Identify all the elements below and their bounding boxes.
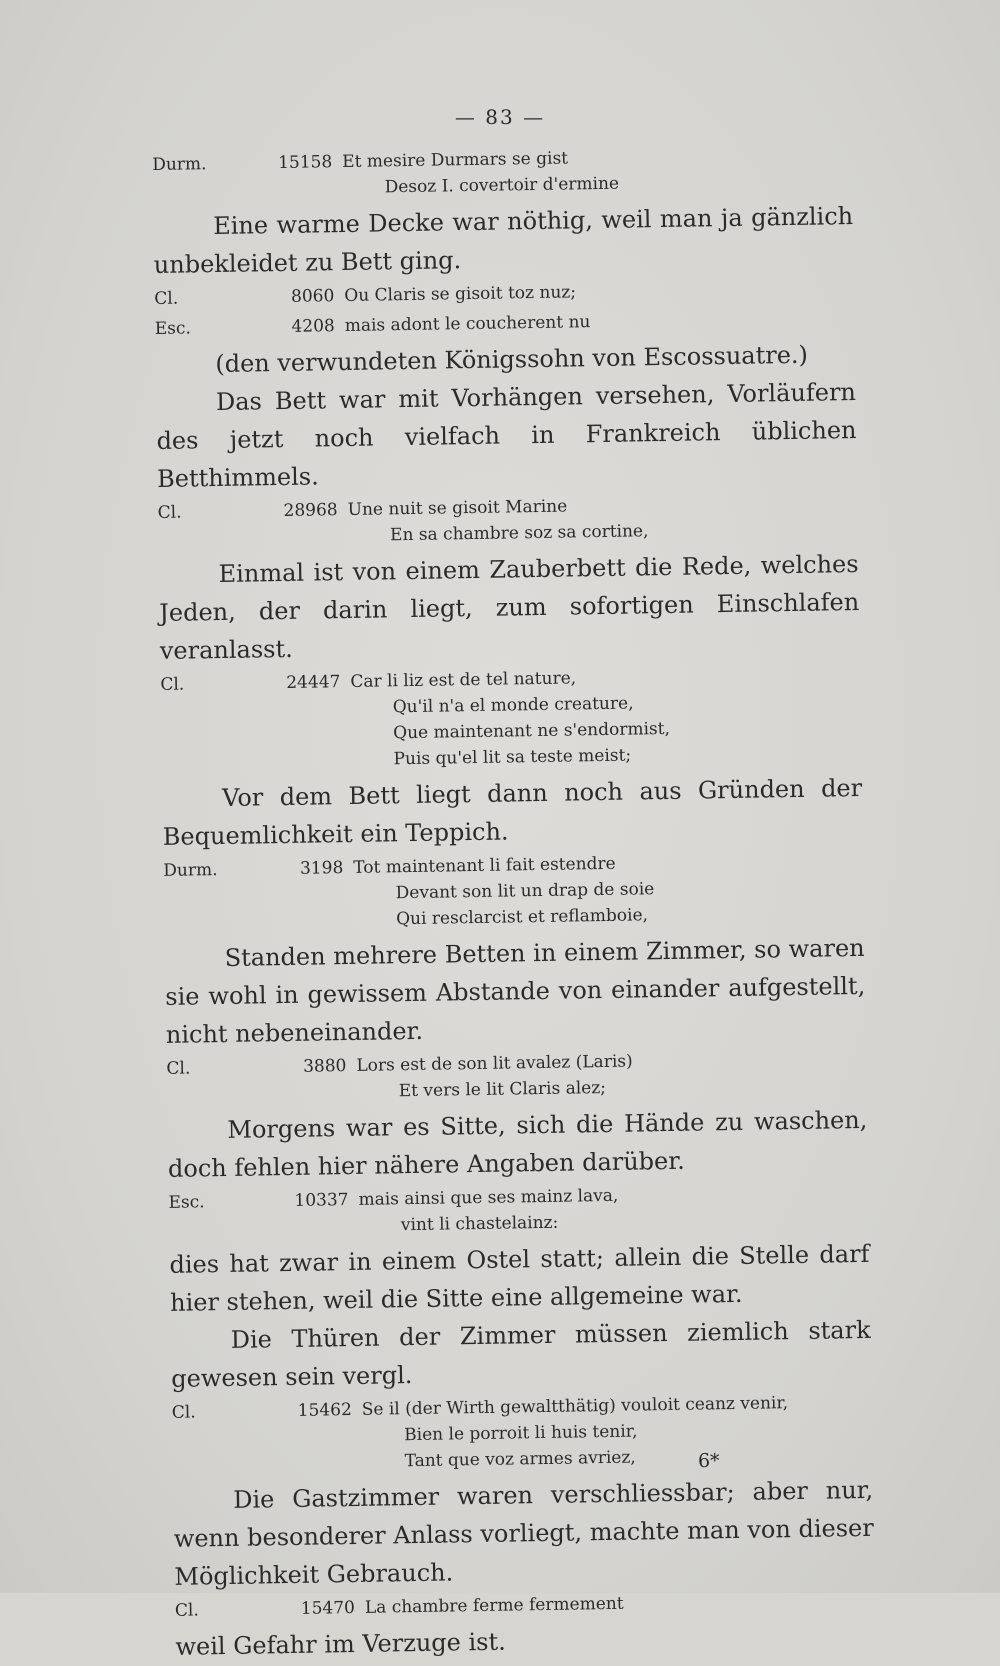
- citation-verse-line: Qui resclarcist et reflamboie,: [395, 905, 649, 930]
- citation-source: Esc.: [154, 318, 192, 339]
- paragraph: Die Gastzimmer waren verschliessbar; aber nur, wenn besonderer Anlass vorliegt, machte man von dieser Möglichkeit Gebrauch.: [173, 1475, 874, 1591]
- paragraph: weil Gefahr im Verzuge ist.: [175, 1627, 506, 1661]
- citation: [163, 847, 864, 936]
- paragraph: Vor dem Bett liegt dann noch aus Gründen der Bequemlichkeit ein Teppich.: [162, 773, 863, 851]
- paragraph: Standen mehrere Betten in einem Zimmer, so waren sie wohl in gewissem Abstande von einander aufgestellt, nicht nebeneinander.: [165, 933, 866, 1049]
- citation-verse-number: 15470: [300, 1597, 356, 1619]
- citation-verse-line: Et vers le lit Claris alez;: [398, 1077, 607, 1102]
- paragraph: Eine warme Decke war nöthig, weil man ja gänzlich unbekleidet zu Bett ging.: [153, 201, 854, 279]
- citation-source: Cl.: [171, 1402, 196, 1423]
- citation-verse-line: mais ainsi que ses mainz lava,: [358, 1185, 619, 1210]
- citation-verse-line: Bien le porroit li huis tenir,: [404, 1421, 638, 1446]
- citation-source: Durm.: [152, 154, 207, 175]
- citation-verse-line: Qu'il n'a el monde creature,: [392, 693, 634, 718]
- citation-verse-line: Une nuit se gisoit Marine: [347, 496, 568, 520]
- citation-verse-number: 3198: [299, 858, 344, 879]
- paragraph: Morgens war es Sitte, sich die Hände zu waschen, doch fehlen hier nähere Angaben darüber.: [167, 1105, 868, 1183]
- paragraph: dies hat zwar in einem Ostel statt; allein die Stelle darf hier stehen, weil die Sitte eine allgemeine war.: [169, 1239, 870, 1317]
- citation-verse-number: 3880: [302, 1056, 347, 1077]
- citation-verse-number: 28968: [283, 500, 338, 521]
- citation-source: Durm.: [163, 860, 218, 881]
- paragraph: (den verwundeten Königssohn von Escossuatre.): [215, 340, 809, 379]
- page-body: [152, 139, 876, 1666]
- citation-verse-number: 24447: [286, 672, 341, 693]
- citation-verse-line: vint li chastelainz:: [400, 1212, 559, 1236]
- citation-verse-line: Ou Claris se gisoit toz nuz;: [344, 282, 577, 306]
- citation-source: Esc.: [168, 1192, 205, 1213]
- paragraph: Die Thüren der Zimmer müssen ziemlich stark gewesen sein vergl.: [171, 1315, 871, 1393]
- citation-verse-line: Car li liz est de tel nature,: [350, 668, 577, 692]
- citation: [166, 1045, 867, 1108]
- citation-verse-line: Tant que voz armes avriez,: [404, 1447, 636, 1472]
- citation-verse-line: La chambre ferme fermement: [364, 1593, 624, 1618]
- signature-mark: 6*: [697, 1449, 720, 1473]
- citation-verse-line: mais adont le coucherent nu: [344, 312, 591, 336]
- citation-verse-line: Lors est de son lit avalez (Laris): [356, 1051, 633, 1076]
- citation-verse-line: Et mesire Durmars se gist: [342, 148, 569, 173]
- citation-source: Cl.: [166, 1058, 191, 1079]
- citation-verse-number: 4208: [291, 316, 335, 337]
- citation-source: Cl.: [154, 288, 179, 309]
- citation: [152, 141, 853, 204]
- citation-verse-line: Puis qu'el lit sa teste meist;: [393, 745, 632, 770]
- citation-verse-number: 15462: [297, 1400, 352, 1421]
- citation-verse-line: Se il (der Wirth gewaltthätig) vouloit ceanz venir,: [361, 1393, 789, 1420]
- page-number: — 83 —: [454, 105, 546, 129]
- citation-source: Cl.: [174, 1600, 199, 1621]
- citation-verse-number: 10337: [294, 1190, 349, 1211]
- citation-verse-number: 15158: [277, 152, 333, 174]
- paragraph: Das Bett war mit Vorhängen versehen, Vorläufern des jetzt noch vielfach in Frankreich üblichen Betthimmels.: [156, 377, 857, 493]
- citation-verse-line: En sa chambre soz sa cortine,: [389, 521, 649, 546]
- citation: [172, 1389, 873, 1478]
- citation-verse-line: Desoz I. covertoir d'ermine: [384, 173, 620, 198]
- citation: [160, 661, 862, 776]
- citation-verse-line: Que maintenant ne s'endormist,: [393, 718, 671, 744]
- citation-verse-line: Devant son lit un drap de soie: [395, 879, 655, 904]
- citation-source: Cl.: [160, 674, 185, 695]
- citation-verse-number: 8060: [290, 286, 335, 307]
- paragraph: Einmal ist von einem Zauberbett die Rede, welches Jeden, der darin liegt, zum sofortigen Einschlafen veranlasst.: [159, 549, 860, 665]
- citation: [168, 1179, 869, 1242]
- citation-source: Cl.: [157, 502, 182, 523]
- citation-verse-line: Tot maintenant li fait estendre: [353, 853, 616, 878]
- citation: [157, 489, 858, 552]
